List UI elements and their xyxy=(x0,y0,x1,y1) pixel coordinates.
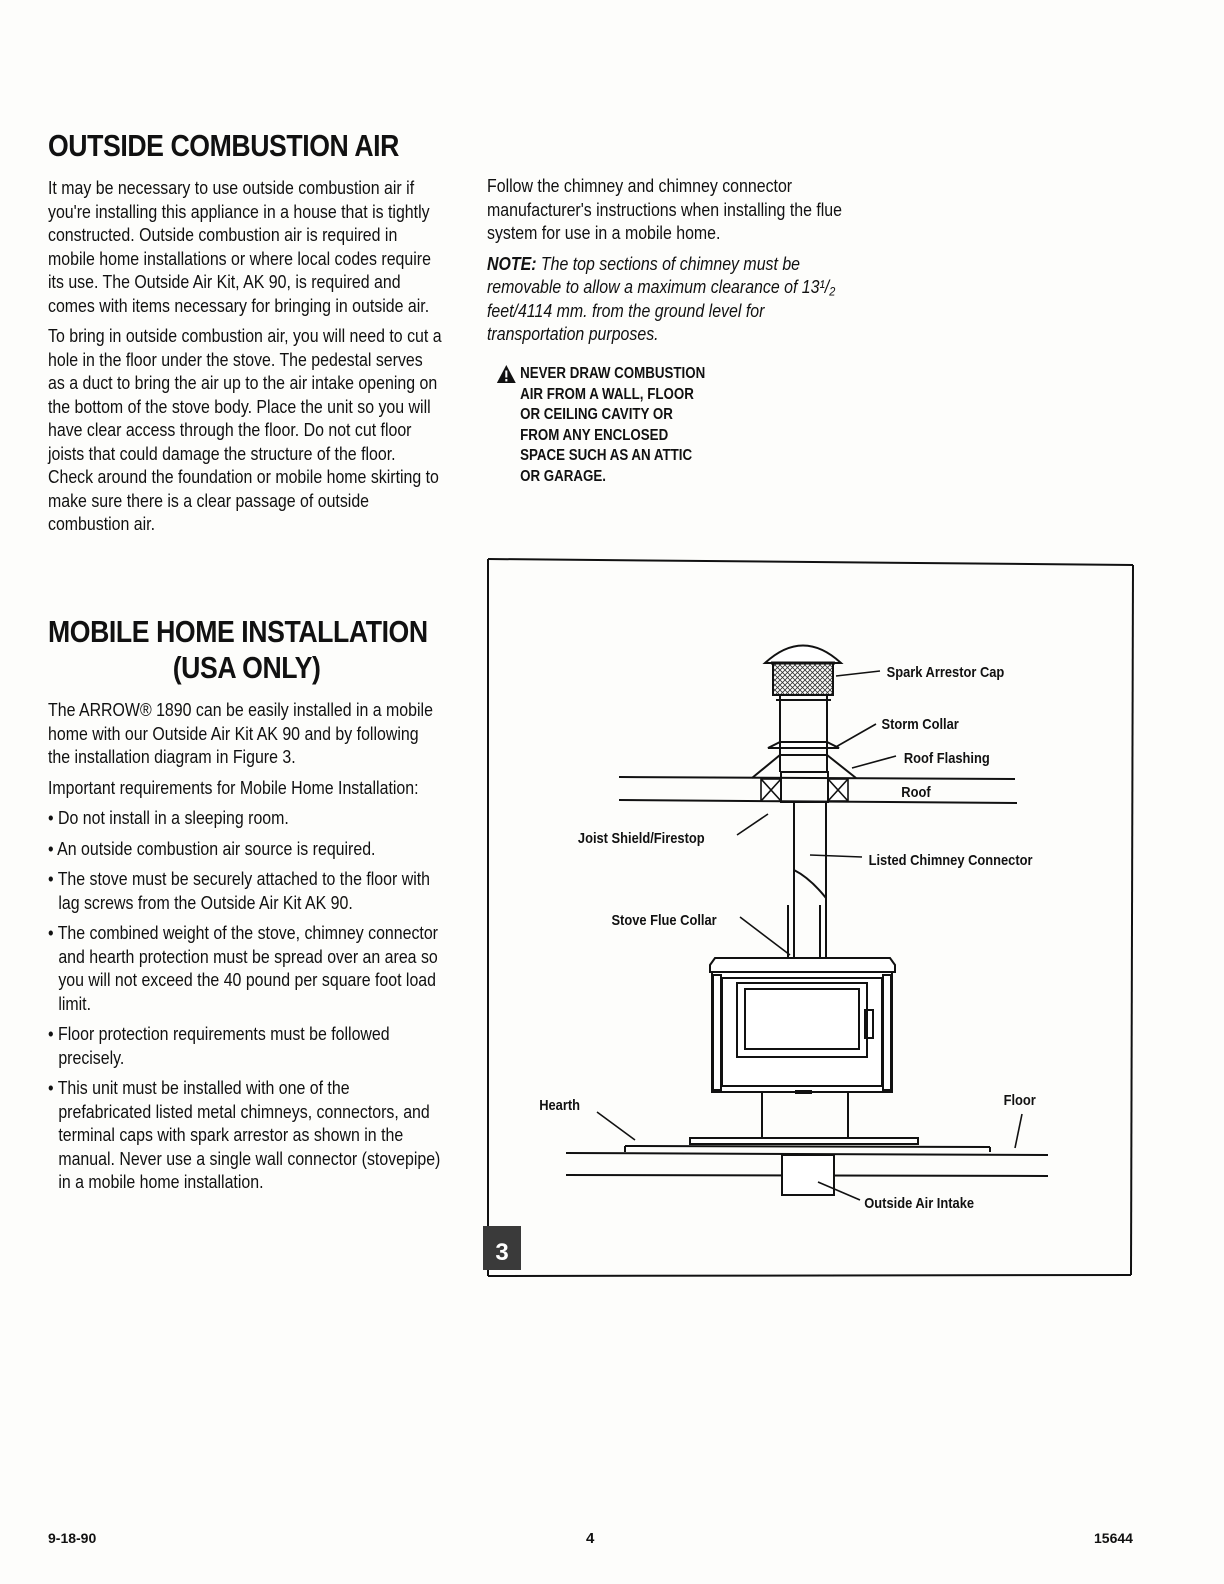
label-spark-arrestor-cap: Spark Arrestor Cap xyxy=(886,663,1005,681)
figure-number: 3 xyxy=(495,1239,509,1266)
warning-line: AIR FROM A WALL, FLOOR xyxy=(520,385,694,403)
document-number: 15644 xyxy=(1094,1530,1133,1546)
heading-line: (USA ONLY) xyxy=(172,649,321,685)
note-label: NOTE: xyxy=(487,252,537,274)
label-stove-flue-collar: Stove Flue Collar xyxy=(611,911,717,929)
label-joist-shield: Joist Shield/Firestop xyxy=(577,829,705,847)
footer-date: 9-18-90 xyxy=(48,1530,97,1546)
note-text: The top sections of chimney must be removable to allow a maximum clearance of 13¹/₂ feet/4114 mm. from the ground level for transportation purposes. xyxy=(487,252,836,344)
label-hearth: Hearth xyxy=(539,1096,581,1114)
label-roof-flashing: Roof Flashing xyxy=(903,749,990,767)
heading-line: MOBILE HOME INSTALLATION xyxy=(48,614,428,649)
list-item: • This unit must be installed with one of the prefabricated listed metal chimneys, connectors, and terminal caps with spark arrestor as shown in the manual. Never use a single wall connector (stovepipe) in a mobile home installation. xyxy=(48,1077,441,1192)
paragraph: The ARROW® 1890 can be easily installed in a mobile home with our Outside Air Kit AK 90 and by following the installation diagram in Figure 3. xyxy=(48,699,433,767)
label-floor: Floor xyxy=(1003,1091,1036,1109)
page-number: 4 xyxy=(586,1530,595,1547)
paragraph: Follow the chimney and chimney connector manufacturer's instructions when installing the flue system for use in a mobile home. xyxy=(487,175,843,243)
warning-line: OR GARAGE. xyxy=(520,467,606,485)
warning-line: OR CEILING CAVITY OR xyxy=(520,406,673,423)
list-item: • An outside combustion air source is required. xyxy=(48,837,376,859)
label-storm-collar: Storm Collar xyxy=(881,715,959,733)
list-item: • The combined weight of the stove, chimney connector and hearth protection must be spread over an area so you will not exceed the 40 pound per square foot load limit. xyxy=(48,922,438,1014)
list-item: • Do not install in a sleeping room. xyxy=(48,807,289,828)
paragraph: To bring in outside combustion air, you will need to cut a hole in the floor under the stove. The pedestal serves as a duct to bring the air up to the air intake opening on the bottom of the stove body. Place the unit so you will have clear access through the floor. Do not cut floor joists that could damage the structure of the floor. Check around the foundation or mobile home skirting to make sure there is a clear passage of outside combustion air. xyxy=(48,325,442,534)
label-listed-chimney-connector: Listed Chimney Connector xyxy=(868,851,1033,869)
label-outside-air-intake: Outside Air Intake xyxy=(864,1194,975,1212)
warning-text: NEVER DRAW COMBUSTION xyxy=(520,365,706,382)
label-roof: Roof xyxy=(901,783,931,801)
list-item: • The stove must be securely attached to the floor with lag screws from the Outside Air Kit AK 90. xyxy=(48,868,431,913)
list-item: • Floor protection requirements must be followed precisely. xyxy=(48,1023,390,1068)
warning-line: FROM ANY ENCLOSED xyxy=(520,426,669,444)
heading-outside-combustion-air: OUTSIDE COMBUSTION AIR xyxy=(48,128,399,163)
warning-line: SPACE SUCH AS AN ATTIC xyxy=(520,447,693,464)
paragraph: Important requirements for Mobile Home Installation: xyxy=(48,776,419,798)
paragraph: It may be necessary to use outside combustion air if you're installing this appliance in a house that is tightly constructed. Outside combustion air is required in mobile home installations or where local codes require its use. The Outside Air Kit, AK 90, is required and comes with items necessary for bringing in outside air. xyxy=(48,177,431,316)
